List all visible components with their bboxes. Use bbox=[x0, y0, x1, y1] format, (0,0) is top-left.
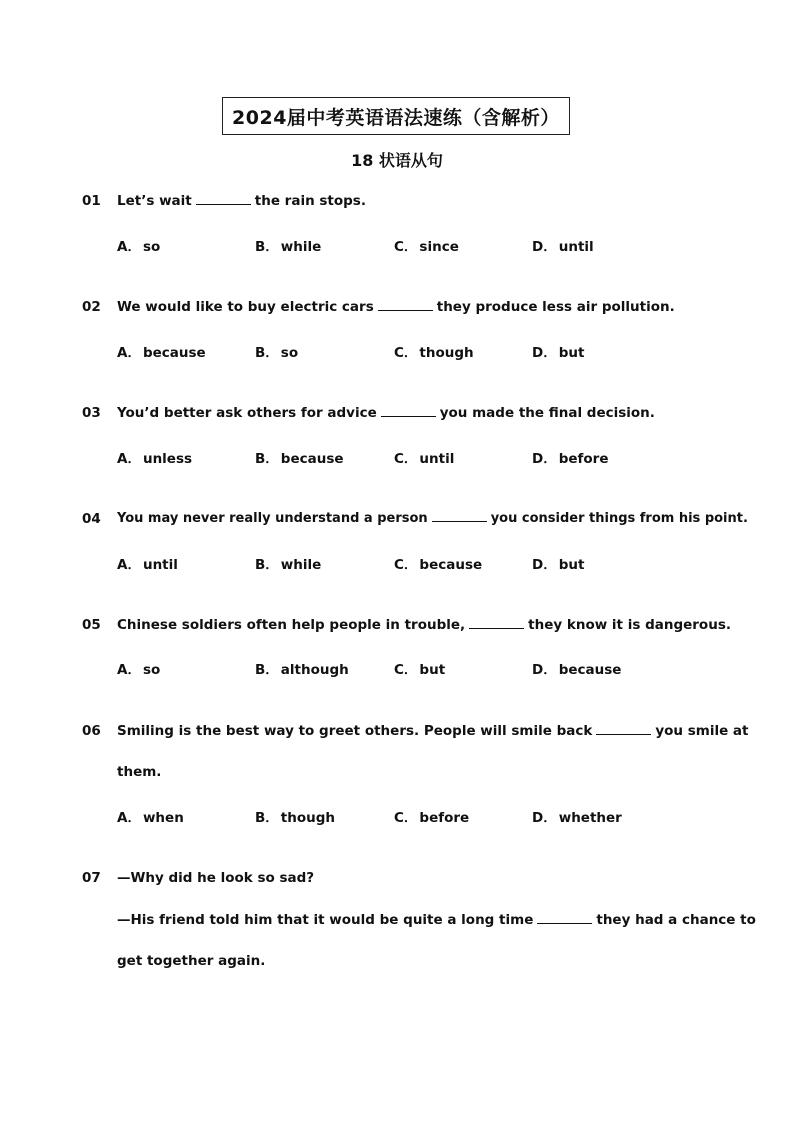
stem-text: you consider things from his point. bbox=[490, 511, 748, 526]
option-letter: A． bbox=[117, 662, 141, 678]
question-stem-continued: get together again. bbox=[117, 953, 266, 969]
option-text: but bbox=[558, 557, 585, 573]
option-text: until bbox=[419, 451, 455, 467]
option-letter: A． bbox=[117, 557, 141, 573]
option-text: so bbox=[142, 662, 161, 678]
option-letter: D． bbox=[532, 345, 557, 361]
option-d[interactable] bbox=[532, 447, 609, 467]
stem-text: Chinese soldiers often help people in trouble, bbox=[117, 617, 466, 633]
option-letter: B． bbox=[255, 239, 279, 255]
option-letter: B． bbox=[255, 662, 279, 678]
option-b[interactable] bbox=[255, 553, 321, 573]
option-letter: C． bbox=[394, 557, 418, 573]
question-number: 01 bbox=[82, 193, 101, 209]
question-number: 05 bbox=[82, 617, 101, 633]
option-d[interactable] bbox=[532, 658, 621, 678]
option-a[interactable] bbox=[117, 553, 178, 573]
option-text: because bbox=[280, 451, 344, 467]
stem-text: they produce less air pollution. bbox=[436, 299, 675, 315]
stem-text: We would like to buy electric cars bbox=[117, 299, 374, 315]
answer-blank bbox=[378, 300, 433, 311]
option-a[interactable] bbox=[117, 341, 206, 361]
option-c[interactable] bbox=[394, 235, 459, 255]
question-stem bbox=[117, 511, 748, 526]
stem-text: Let’s wait bbox=[117, 193, 192, 209]
answer-blank bbox=[596, 724, 651, 735]
option-text: because bbox=[558, 662, 622, 678]
answer-blank bbox=[537, 913, 592, 924]
option-a[interactable] bbox=[117, 806, 184, 826]
question-number: 02 bbox=[82, 299, 101, 315]
option-letter: B． bbox=[255, 345, 279, 361]
answer-blank bbox=[432, 511, 487, 522]
page-title: 2024届中考英语语法速练（含解析） bbox=[222, 97, 570, 135]
option-letter: A． bbox=[117, 239, 141, 255]
stem-text: you smile at bbox=[655, 723, 749, 739]
option-c[interactable] bbox=[394, 806, 469, 826]
question-number: 03 bbox=[82, 405, 101, 421]
option-text: while bbox=[280, 239, 322, 255]
option-letter: D． bbox=[532, 557, 557, 573]
question-number: 04 bbox=[82, 511, 101, 527]
option-letter: C． bbox=[394, 451, 418, 467]
stem-text: —His friend told him that it would be quite a long time bbox=[117, 912, 534, 928]
stem-text: they know it is dangerous. bbox=[528, 617, 731, 633]
option-a[interactable] bbox=[117, 658, 160, 678]
question-stem bbox=[117, 912, 756, 928]
option-text: though bbox=[419, 345, 474, 361]
option-letter: C． bbox=[394, 810, 418, 826]
option-text: but bbox=[558, 345, 585, 361]
option-letter: B． bbox=[255, 451, 279, 467]
answer-blank bbox=[469, 618, 524, 629]
option-text: although bbox=[280, 662, 349, 678]
section-subtitle: 18 状语从句 bbox=[351, 151, 443, 170]
option-letter: D． bbox=[532, 662, 557, 678]
option-text: while bbox=[280, 557, 322, 573]
option-b[interactable] bbox=[255, 235, 321, 255]
question-stem-continued: them. bbox=[117, 764, 162, 780]
option-d[interactable] bbox=[532, 553, 584, 573]
option-c[interactable] bbox=[394, 553, 482, 573]
question-stem bbox=[117, 617, 731, 633]
option-b[interactable] bbox=[255, 341, 298, 361]
stem-text: the rain stops. bbox=[254, 193, 366, 209]
stem-text: Smiling is the best way to greet others. People will smile back bbox=[117, 723, 593, 739]
answer-blank bbox=[381, 406, 436, 417]
option-d[interactable] bbox=[532, 806, 622, 826]
option-letter: A． bbox=[117, 810, 141, 826]
option-text: but bbox=[419, 662, 446, 678]
option-letter: A． bbox=[117, 451, 141, 467]
dialogue-line: —Why did he look so sad? bbox=[117, 870, 315, 886]
option-text: until bbox=[142, 557, 178, 573]
option-b[interactable] bbox=[255, 447, 344, 467]
option-text: though bbox=[280, 810, 336, 826]
question-number: 07 bbox=[82, 870, 101, 886]
stem-text: you made the final decision. bbox=[439, 405, 655, 421]
option-letter: D． bbox=[532, 239, 557, 255]
option-text: so bbox=[280, 345, 299, 361]
option-a[interactable] bbox=[117, 447, 192, 467]
option-text: unless bbox=[142, 451, 193, 467]
option-c[interactable] bbox=[394, 341, 474, 361]
option-letter: D． bbox=[532, 810, 557, 826]
option-letter: A． bbox=[117, 345, 141, 361]
option-text: because bbox=[419, 557, 483, 573]
option-text: before bbox=[419, 810, 470, 826]
option-letter: C． bbox=[394, 239, 418, 255]
option-text: because bbox=[142, 345, 206, 361]
option-text: when bbox=[142, 810, 184, 826]
stem-text: they had a chance to bbox=[596, 912, 756, 928]
option-letter: D． bbox=[532, 451, 557, 467]
option-d[interactable] bbox=[532, 235, 594, 255]
option-d[interactable] bbox=[532, 341, 584, 361]
option-b[interactable] bbox=[255, 806, 335, 826]
question-stem bbox=[117, 723, 749, 739]
stem-text: You’d better ask others for advice bbox=[117, 405, 377, 421]
option-b[interactable] bbox=[255, 658, 349, 678]
option-text: so bbox=[142, 239, 161, 255]
option-letter: C． bbox=[394, 345, 418, 361]
option-c[interactable] bbox=[394, 447, 454, 467]
option-text: before bbox=[558, 451, 609, 467]
option-c[interactable] bbox=[394, 658, 445, 678]
option-a[interactable] bbox=[117, 235, 160, 255]
question-stem bbox=[117, 299, 675, 315]
option-text: whether bbox=[558, 810, 622, 826]
option-letter: B． bbox=[255, 810, 279, 826]
option-text: since bbox=[419, 239, 459, 255]
question-stem bbox=[117, 405, 655, 421]
option-text: until bbox=[558, 239, 594, 255]
option-letter: B． bbox=[255, 557, 279, 573]
option-letter: C． bbox=[394, 662, 418, 678]
answer-blank bbox=[196, 194, 251, 205]
question-stem bbox=[117, 193, 366, 209]
question-number: 06 bbox=[82, 723, 101, 739]
stem-text: You may never really understand a person bbox=[117, 511, 428, 526]
